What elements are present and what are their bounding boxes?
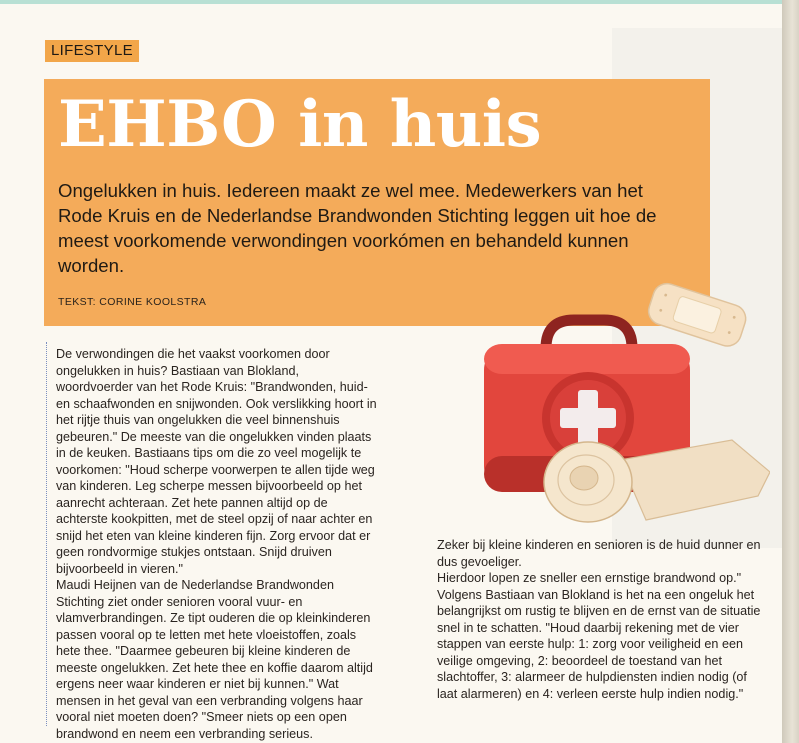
author-credit: TEKST: CORINE KOOLSTRA xyxy=(58,296,207,308)
body-paragraph: Maudi Heijnen van de Nederlandse Brandwonden Stichting ziet onder senioren vooral vuur- en vlamverbrandingen. Ze tipt ouderen die op kleinkinderen passen vooral op te letten met hete vloeistoffen, zoals hete thee. "Daarmee gebeuren bij kleine kinderen de meeste ongelukken. Zet hete thee en koffie daarom altijd ergens neer waar kinderen er niet bij kunnen." Wat mensen in het geval van een verbranding volgens haar vooral niet moeten doen? "Smeer niets op een open brandwond en neem een verbranding serieus. xyxy=(56,578,373,741)
article-intro: Ongelukken in huis. Iedereen maakt ze wel mee. Medewerkers van het Rode Kruis en de Nederlandse Brandwonden Stichting leggen uit hoe de meest voorkomende verwondingen voorkómen en behandeld kunnen worden. xyxy=(58,180,657,276)
body-paragraph: Hierdoor lopen ze sneller een ernstige brandwond op." xyxy=(437,571,742,585)
body-column-right xyxy=(437,537,767,702)
body-paragraph: Volgens Bastiaan van Blokland is het na een ongeluk het belangrijkst om rustig te blijven en de ernst van de situatie snel in te schatten. "Houd daarbij rekening met de vier stappen van eerste hulp: 1: zorg voor veiligheid en een veilige omgeving, 2: beoordeel de toestand van het slachtoffer, 3: alarmeer de hulpdiensten indien nodig (of laat alarmeren) en 4: verleen eerste hulp indien nodig." xyxy=(437,587,761,701)
top-color-strip xyxy=(0,0,782,4)
column-dotted-rule xyxy=(46,342,47,726)
section-label: LIFESTYLE xyxy=(45,40,139,62)
body-column-left xyxy=(56,346,378,742)
article-title: EHBO in huis xyxy=(58,87,542,162)
adhesive-plaster-icon xyxy=(645,280,749,350)
page-edge xyxy=(782,0,799,743)
first-aid-illustration xyxy=(470,270,770,532)
body-paragraph: Zeker bij kleine kinderen en senioren is de huid dunner en dus gevoeliger. xyxy=(437,538,761,569)
body-paragraph: De verwondingen die het vaakst voorkomen door ongelukken in huis? Bastiaan van Blokland, woordvoerder van het Rode Kruis: "Brandwonden, huid- en schaafwonden en snijwonden. Ook verslikking hoort in het rijtje thuis van ongelukken die veel binnenshuis gebeuren." De meeste van die ongelukken vinden plaats in de keuken. Bastiaans tips om die zo veel mogelijk te voorkomen: "Houd scherpe voorwerpen te allen tijde weg van kinderen. Leg scherpe messen bijvoorbeeld op het aanrecht achteraan. Zet hete pannen altijd op de achterste kookpitten, met de steel opzij of naar achter en snijd het eten van kleine kinderen fijn. Zorg ervoor dat er geen rondvormige stukjes ontstaan. Snijd druiven bijvoorbeeld in vieren." xyxy=(56,347,377,576)
